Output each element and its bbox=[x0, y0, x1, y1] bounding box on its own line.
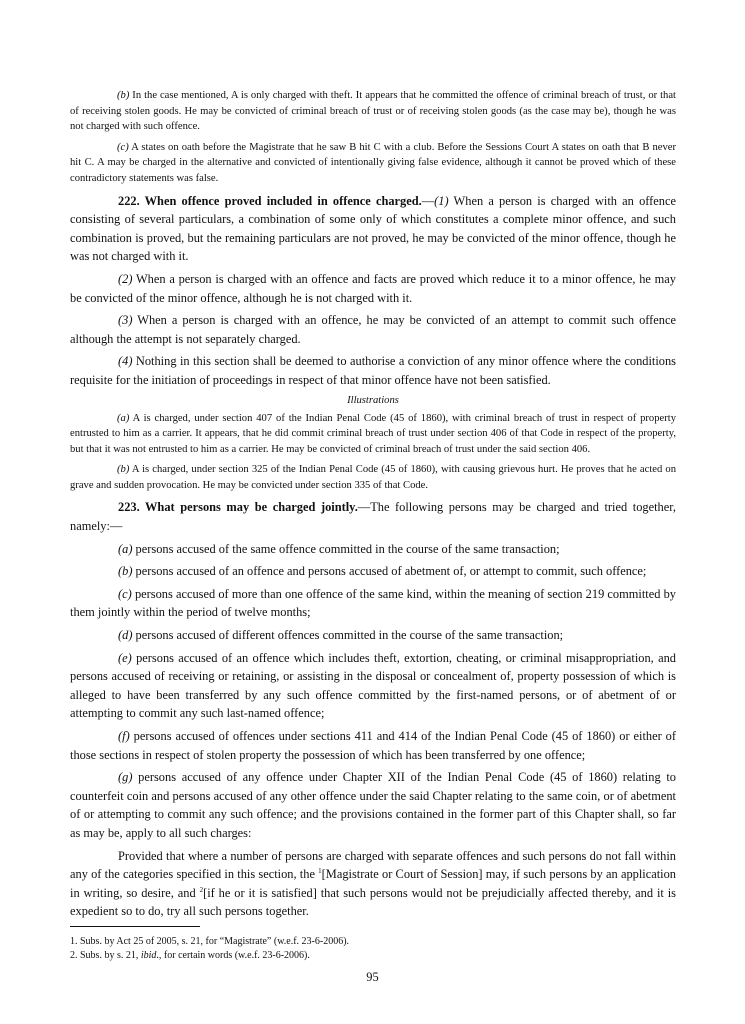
section-223-proviso: Provided that where a number of persons are charged with separate offences and such persons do not fall within any of the categories specified in this section, the $^1$[Magistrate or Court of Session] may, if such persons by an application in writing, so desire, and $^2$[if he or it is satisfied] that such persons would not be prejudicially affected thereby, and it is expedient so to do, try all such persons together. bbox=[70, 848, 676, 919]
clause-item bbox=[70, 649, 676, 723]
clause-text: persons accused of an offence and persons accused of abetment of, or attempt to commit, such offence; bbox=[132, 564, 647, 579]
illustration-b: (b) In the case mentioned, A is only charged with theft. It appears that he committed the offence of criminal breach of trust, or that of receiving stolen goods. He may be convicted of criminal breach of trust or of receiving stolen goods (as the case may be), though he was not charged with such offence. bbox=[70, 90, 676, 133]
clause-text: persons accused of an offence which includes theft, extortion, cheating, or criminal misappropriation, and persons accused of receiving or retaining, or assisting in the disposal or concealment of, property possession of which is alleged to have been transferred by any such offence committed by the first-named persons, or of abetment of or attempting to commit any such last-named offence; bbox=[70, 650, 676, 721]
footnote-1: 1. Subs. by Act 25 of 2005, s. 21, for “Magistrate” (w.e.f. 23-6-2006). bbox=[70, 936, 350, 947]
clause-text: persons accused of more than one offence of the same kind, within the meaning of section 219 committed by them jointly within the period of twelve months; bbox=[70, 586, 676, 620]
clause-label: (e) bbox=[118, 650, 132, 665]
clause-label: (f) bbox=[118, 729, 130, 743]
clause-text: persons accused of the same offence committed in the course of the same transaction; bbox=[132, 541, 560, 556]
illustration-c: (c) A states on oath before the Magistrate that he saw B hit C with a club. Before the Sessions Court A states on oath that B never hit C. A may be charged in the alternative and convicted of intentionally giving false evidence, although it cannot be proved which of these contradictory statements was false. bbox=[70, 141, 676, 184]
clause-label: (g) bbox=[118, 770, 133, 785]
section-222-sub-4: (4) Nothing in this section shall be deemed to authorise a conviction of any minor offence where the conditions requisite for the initiation of proceedings in respect of that minor offence have not been satisfied. bbox=[70, 354, 676, 387]
clause-item bbox=[70, 727, 676, 764]
clause-item bbox=[70, 585, 676, 622]
clause-label: (b) bbox=[118, 564, 133, 579]
page-number: 95 bbox=[366, 970, 379, 984]
footnote-divider bbox=[70, 926, 200, 927]
section-222-sub-1: 222. When offence proved included in offence charged.—(1) When a person is charged with an offence consisting of several particulars, a combination of some only of which constitutes a complete minor offence, and such combination is proved, but the remaining particulars are not proved, he may be convicted of the minor offence, though he was not charged with it. bbox=[70, 193, 676, 264]
clause-label: (c) bbox=[118, 586, 132, 601]
illustration-222-b: (b) A is charged, under section 325 of the Indian Penal Code (45 of 1860), with causing grievous hurt. He proves that he acted on grave and sudden provocation. He may be convicted under section 335 of that Code. bbox=[70, 464, 676, 491]
page-body bbox=[70, 88, 676, 921]
section-223-intro: 223. What persons may be charged jointly.—The following persons may be charged and tried together, namely:— bbox=[70, 500, 676, 534]
clause-text: persons accused of any offence under Chapter XII of the Indian Penal Code (45 of 1860) relating to counterfeit coin and persons accused of any other offence under the said Chapter relating to the same coin, or of abetment of or attempting to commit any such offence; and the provisions contained in the former part of this Chapter shall, so far as may be, apply to all such charges: bbox=[70, 770, 676, 840]
footnote-2: 2. Subs. by s. 21, ibid., for certain words (w.e.f. 23-6-2006). bbox=[70, 950, 310, 961]
clause-item bbox=[70, 626, 676, 645]
footnote-ref-1[interactable]: 1 bbox=[318, 867, 322, 876]
clause-label: (a) bbox=[118, 541, 133, 556]
clause-label: (d) bbox=[118, 628, 133, 643]
illustration-222-a: (a) A is charged, under section 407 of the Indian Penal Code (45 of 1860), with criminal breach of trust in respect of property entrusted to him as a carrier. It appears, that he did commit criminal breach of trust under section 406 of that Code in respect of the property, but that it was not entrusted to him as a carrier. He may be convicted of criminal breach of trust under the said section 406. bbox=[70, 412, 676, 455]
section-222-sub-3: (3) When a person is charged with an offence, he may be convicted of an attempt to commit such offence although the attempt is not separately charged. bbox=[70, 313, 676, 346]
clause-text: persons accused of different offences committed in the course of the same transaction; bbox=[132, 628, 564, 643]
section-223-heading: 223. What persons may be charged jointly. bbox=[118, 500, 358, 515]
footnote-ref-2[interactable]: 2 bbox=[199, 885, 204, 894]
clause-item bbox=[70, 768, 676, 842]
section-223-clauses bbox=[70, 540, 676, 843]
clause-text: persons accused of offences under sections 411 and 414 of the Indian Penal Code (45 of 1860) or either of those sections in respect of stolen property the possession of which has been transferred by one offence; bbox=[70, 729, 676, 762]
clause-item bbox=[70, 540, 676, 559]
section-222-heading: 222. When offence proved included in offence charged. bbox=[118, 193, 422, 208]
clause-item bbox=[70, 562, 676, 581]
section-222-sub-2: (2) When a person is charged with an offence and facts are proved which reduce it to a minor offence, he may be convicted of the minor offence, although he is not charged with it. bbox=[70, 271, 676, 305]
illustrations-heading: Illustrations bbox=[347, 394, 399, 406]
